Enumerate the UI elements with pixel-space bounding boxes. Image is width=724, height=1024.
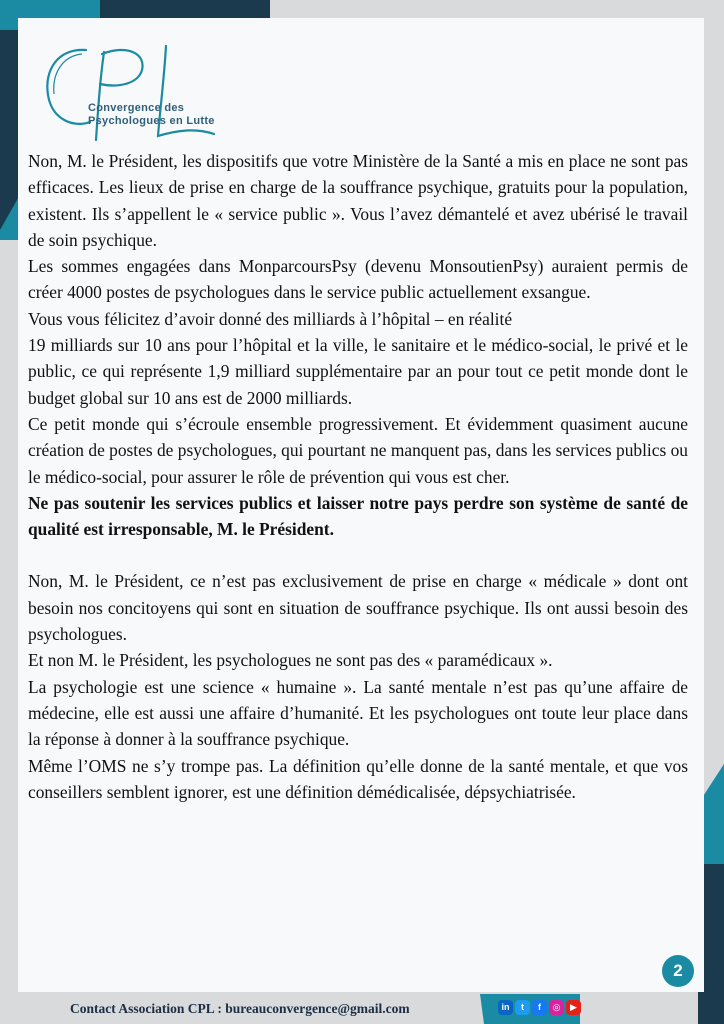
contact-label: Contact Association CPL : [70,1001,222,1016]
page-card [18,18,704,992]
paragraph: Et non M. le Président, les psychologues ne sont pas des « paramédicaux ». [28,650,553,671]
paragraph: Les sommes engagées dans MonparcoursPsy (devenu MonsoutienPsy) auraient permis de créer 4000 postes de psychologues dans le service public actuellement exsangue. [28,256,688,303]
paragraph: Même l’OMS ne s’y trompe pas. La définition qu’elle donne de la santé mentale, et que vos conseillers semblent ignorer, est une définition démédicalisée, dépsychiatrisée. [28,755,688,802]
paragraph: Ce petit monde qui s’écroule ensemble progressivement. Et évidemment quasiment aucune création de postes de psychologues, qui pourtant ne manquent pas, dans les services publics ou le médico-social, pour assurer le rôle de prévention qui vous est cher. [28,413,688,487]
decorative-top-dark-band [100,0,270,18]
youtube-icon[interactable]: ▶ [566,1000,581,1015]
footer-contact [70,1001,410,1017]
paragraph-spacer [28,542,688,568]
paragraph: Non, M. le Président, ce n’est pas exclusivement de prise en charge « médicale » dont ont besoin nos concitoyens qui sont en situation de souffrance psychique. Ils ont aussi besoin des psychologues. [28,571,688,645]
paragraph: La psychologie est une science « humaine ». La santé mentale n’est pas qu’une affaire de médecine, elle est aussi une affaire d’humanité. Et les psychologues ont toute leur place dans la réponse à donner à la souffrance psychique. [28,676,688,750]
logo-name-line2: Psychologues en Lutte [88,115,215,127]
footer [0,994,724,1024]
paragraph: Vous vous félicitez d’avoir donné des milliards à l’hôpital – en réalité [28,308,513,329]
linkedin-icon[interactable]: in [498,1000,513,1015]
logo-name-line1: Convergence des [88,102,185,114]
instagram-icon[interactable]: ◎ [549,1000,564,1015]
social-icons [498,1000,581,1015]
logo-name [88,102,215,128]
paragraph: Non, M. le Président, les dispositifs que votre Ministère de la Santé a mis en place ne sont pas efficaces. Les lieux de prise en charge de la souffrance psychique, gratuits pour la population, existent. Ils s’appellent le « service public ». Vous l’avez démantelé et avez ubérisé le travail de soin psychique. [28,151,688,250]
twitter-icon[interactable]: t [515,1000,530,1015]
page-number-badge: 2 [662,955,694,987]
contact-email[interactable]: bureauconvergence@gmail.com [225,1001,410,1016]
letter-body [28,148,688,805]
cpl-logo [38,40,218,150]
paragraph: 19 milliards sur 10 ans pour l’hôpital et la ville, le sanitaire et le médico-social, le privé et le public, ce qui représente 1,9 milliard supplémentaire par an pour tout ce petit monde dont le budget global sur 10 ans est de 2000 milliards. [28,335,688,408]
cpl-logo-mark [38,40,218,150]
bold-paragraph: Ne pas soutenir les services publics et laisser notre pays perdre son système de santé de qualité est irresponsable, M. le Président. [28,492,688,540]
facebook-icon[interactable]: f [532,1000,547,1015]
